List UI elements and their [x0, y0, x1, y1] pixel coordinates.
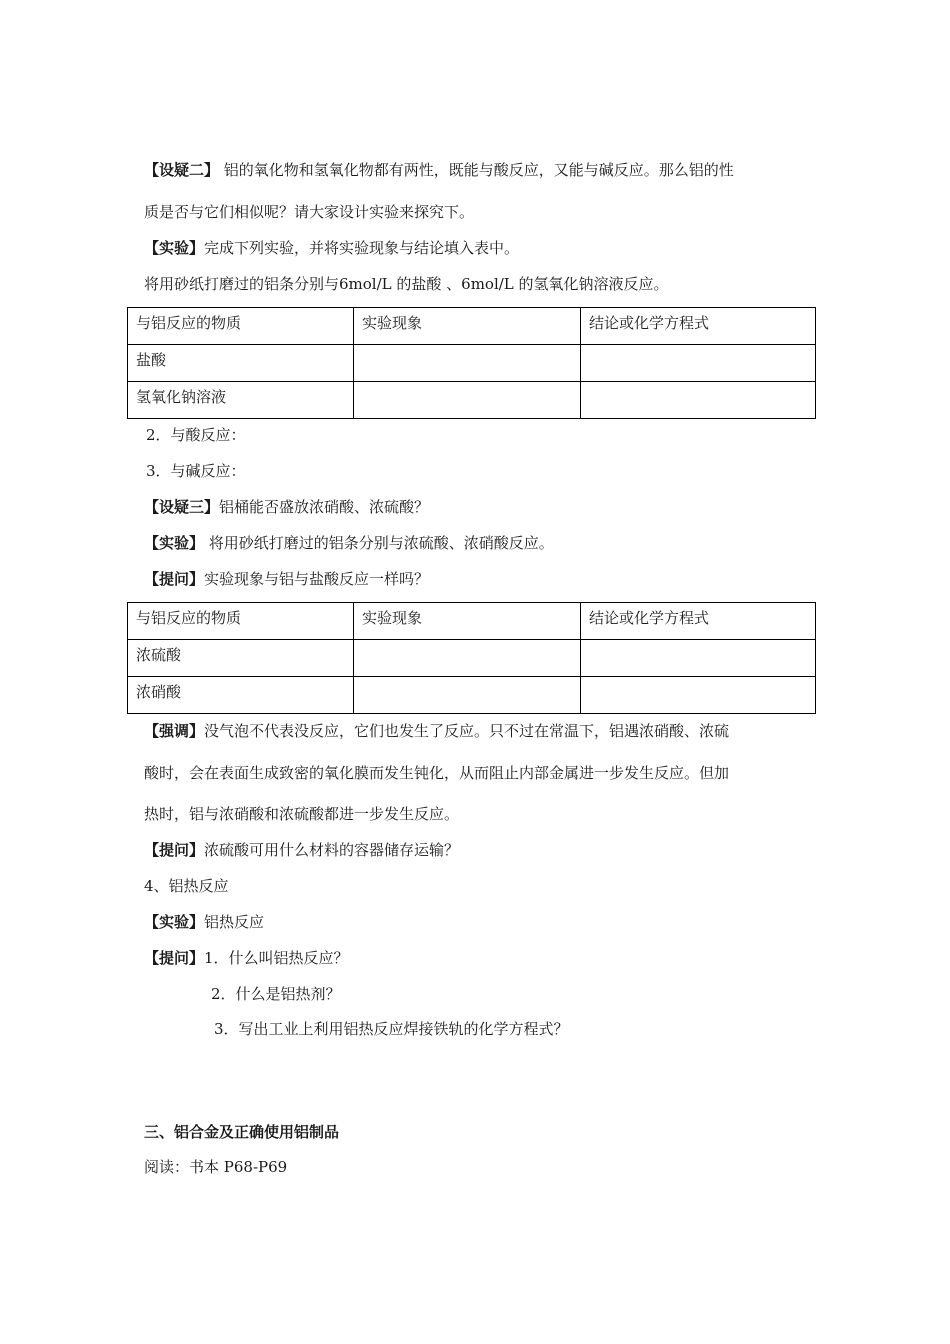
- section-4-heading: 4、铝热反应: [144, 877, 229, 895]
- label-q2: 【提问】: [144, 841, 205, 859]
- table-concentrated-acids: [127, 602, 816, 714]
- reading-reference: 阅读：书本 P68-P69: [144, 1158, 288, 1176]
- question-item: 1．什么叫铝热反应？: [204, 949, 349, 967]
- paragraph-exp2: [144, 533, 554, 553]
- paragraph-s2-line2: 质是否与它们相似呢？请大家设计实验来探究下。: [144, 203, 475, 221]
- label-exp2: 【实验】: [144, 534, 205, 552]
- table-cell: 盐酸: [128, 345, 354, 382]
- text-q1: 实验现象与铝与盐酸反应一样吗？: [204, 570, 430, 588]
- paragraph-exp3: [144, 912, 264, 932]
- table-cell: [581, 640, 816, 677]
- table-cell: 浓硝酸: [128, 677, 354, 714]
- table-header-cell: 结论或化学方程式: [581, 603, 816, 640]
- item-react-base: 3．与碱反应：: [146, 462, 246, 480]
- paragraph-emph-line3: 热时，铝与浓硝酸和浓硫酸都进一步发生反应。: [144, 805, 460, 823]
- table-header-row: [128, 308, 816, 345]
- table-cell: 浓硫酸: [128, 640, 354, 677]
- text-s2-line1: 铝的氧化物和氢氧化物都有两性，既能与酸反应，又能与碱反应。那么铝的性: [219, 161, 734, 179]
- label-exp3: 【实验】: [144, 913, 205, 931]
- text-exp2: 将用砂纸打磨过的铝条分别与浓硫酸、浓硝酸反应。: [204, 534, 554, 552]
- table-row: [128, 382, 816, 419]
- paragraph-q3: [144, 948, 349, 968]
- text-s3: 铝桶能否盛放浓硝酸、浓硫酸？: [219, 498, 430, 516]
- text-q2: 浓硫酸可用什么材料的容器储存运输？: [204, 841, 460, 859]
- question-item: 2．什么是铝热剂？: [211, 985, 341, 1003]
- table-cell: [354, 382, 581, 419]
- table-row: [128, 677, 816, 714]
- text-exp1: 完成下列实验，并将实验现象与结论填入表中。: [204, 239, 520, 257]
- paragraph-s2-line1: [144, 160, 734, 180]
- label-emph: 【强调】: [144, 722, 205, 740]
- paragraph-s3: [144, 497, 429, 517]
- table-header-cell: 结论或化学方程式: [581, 308, 816, 345]
- paragraph-emph-line2: 酸时，会在表面生成致密的氧化膜而发生钝化，从而阻止内部金属进一步发生反应。但加: [144, 764, 730, 782]
- table-cell: [354, 677, 581, 714]
- paragraph-emph-line1: [144, 721, 729, 741]
- table-cell: 氢氧化钠溶液: [128, 382, 354, 419]
- table-cell: [354, 345, 581, 382]
- label-q1: 【提问】: [144, 570, 205, 588]
- table-cell: [581, 382, 816, 419]
- paragraph-q2: [144, 840, 459, 860]
- text-emph-line1: 没气泡不代表没反应，它们也发生了反应。只不过在常温下，铝遇浓硝酸、浓硫: [204, 722, 730, 740]
- table-cell: [354, 640, 581, 677]
- section-3-title: 三、铝合金及正确使用铝制品: [144, 1123, 340, 1141]
- table-acid-base: [127, 307, 816, 419]
- table-cell: [581, 345, 816, 382]
- paragraph-exp1: [144, 238, 519, 258]
- text-exp3: 铝热反应: [204, 913, 265, 931]
- label-s3: 【设疑三】: [144, 498, 220, 516]
- label-q3: 【提问】: [144, 949, 205, 967]
- table-header-cell: 实验现象: [354, 603, 581, 640]
- table-header-cell: 实验现象: [354, 308, 581, 345]
- question-item: 3．写出工业上利用铝热反应焊接铁轨的化学方程式？: [214, 1020, 569, 1038]
- label-s2: 【设疑二】: [144, 161, 220, 179]
- table-row: [128, 640, 816, 677]
- paragraph-exp1-desc: 将用砂纸打磨过的铝条分别与6mol/L 的盐酸 、6mol/L 的氢氧化钠溶液反应。: [144, 275, 669, 293]
- table-header-row: [128, 603, 816, 640]
- table-header-cell: 与铝反应的物质: [128, 603, 354, 640]
- label-exp1: 【实验】: [144, 239, 205, 257]
- table-cell: [581, 677, 816, 714]
- table-row: [128, 345, 816, 382]
- paragraph-q1: [144, 569, 429, 589]
- table-header-cell: 与铝反应的物质: [128, 308, 354, 345]
- item-react-acid: 2．与酸反应：: [146, 426, 246, 444]
